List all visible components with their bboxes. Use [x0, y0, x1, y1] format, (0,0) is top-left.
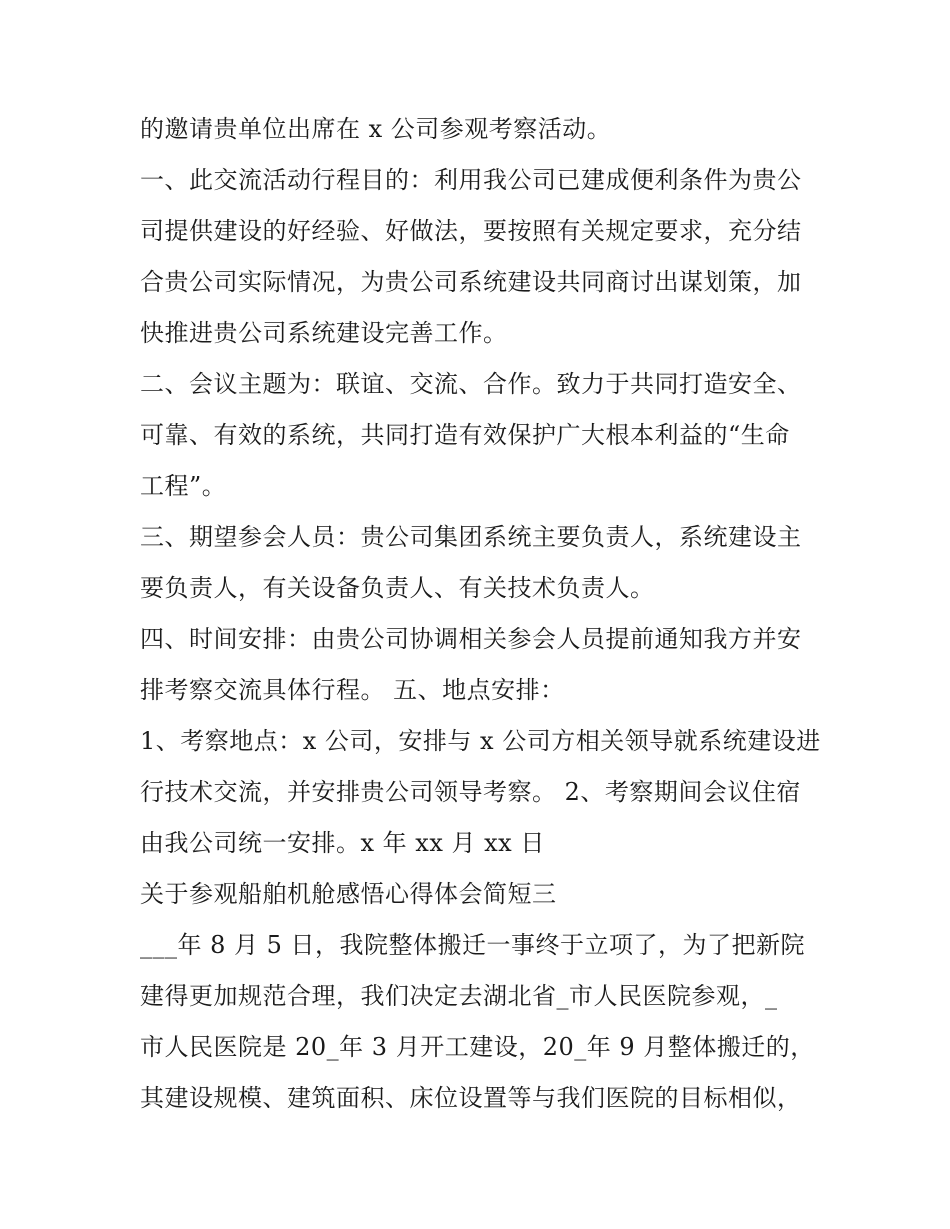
text-line: 其建设规模、建筑面积、床位设置等与我们医院的目标相似， [140, 1084, 802, 1112]
text-line: 工程”。 [140, 472, 227, 500]
text-line: 可靠、有效的系统，共同打造有效保护广大根本利益的“生命 [140, 421, 790, 449]
text-line: 的邀请贵单位出席在 x 公司参观考察活动。 [140, 115, 612, 143]
text-line: 四、时间安排：由贵公司协调相关参会人员提前通知我方并安 [140, 625, 802, 653]
text-line: 要负责人，有关设备负责人、有关技术负责人。 [140, 574, 655, 602]
text-line: 1、考察地点：x 公司，安排与 x 公司方相关领导就系统建设进 [140, 727, 821, 755]
text-line: 司提供建设的好经验、好做法，要按照有关规定要求，充分结 [140, 217, 802, 245]
text-line: 排考察交流具体行程。 五、地点安排： [140, 676, 565, 704]
text-line: 合贵公司实际情况，为贵公司系统建设共同商讨出谋划策，加 [140, 268, 802, 296]
section-heading: 关于参观船舶机舱感悟心得体会简短三 [140, 880, 557, 908]
text-line: 市人民医院是 20_年 3 月开工建设，20_年 9 月整体搬迁的， [140, 1033, 815, 1061]
text-line: 三、期望参会人员：贵公司集团系统主要负责人，系统建设主 [140, 523, 802, 551]
text-line: 一、此交流活动行程目的：利用我公司已建成便利条件为贵公 [140, 166, 802, 194]
text-line: 建得更加规范合理，我们决定去湖北省_市人民医院参观，_ [140, 982, 778, 1010]
text-line: 二、会议主题为：联谊、交流、合作。致力于共同打造安全、 [140, 370, 802, 398]
text-line: 行技术交流，并安排贵公司领导考察。 2、考察期间会议住宿 [140, 778, 801, 806]
text-line: ___年 8 月 5 日，我院整体搬迁一事终于立项了，为了把新院 [140, 931, 806, 959]
document-body [140, 104, 830, 1124]
text-line: 快推进贵公司系统建设完善工作。 [140, 319, 508, 347]
text-line: 由我公司统一安排。x 年 xx 月 xx 日 [140, 829, 545, 857]
